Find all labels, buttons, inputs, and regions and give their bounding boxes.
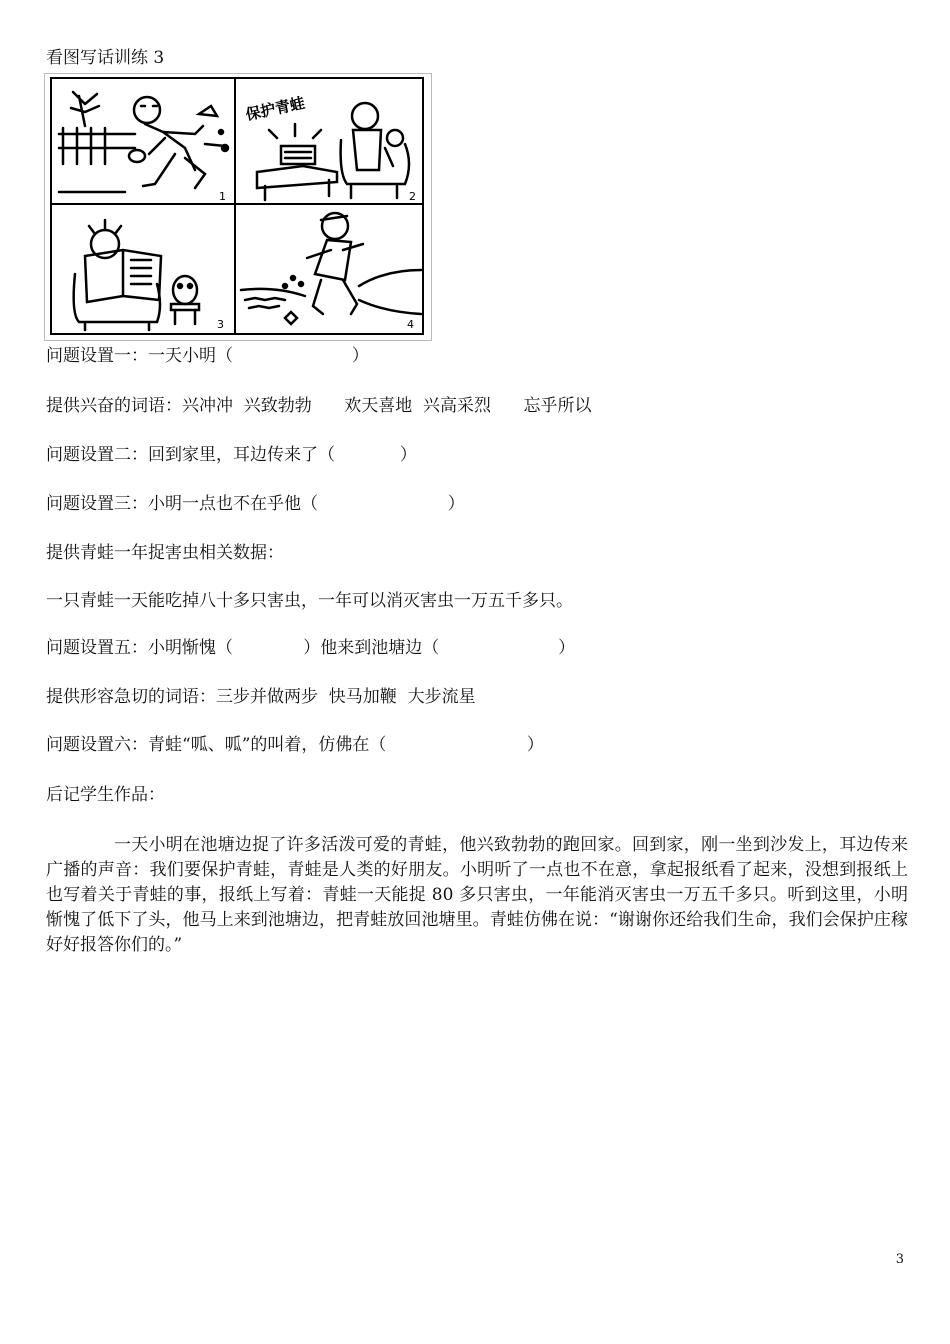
question-2: 问题设置二：回到家里，耳边传来了（ ） bbox=[46, 445, 417, 465]
panel-number-2: 2 bbox=[409, 190, 416, 203]
question-3: 问题设置三：小明一点也不在乎他（ ） bbox=[46, 494, 465, 514]
question-6: 问题设置六：青蛙“呱、呱”的叫着，仿佛在（ ） bbox=[46, 735, 544, 755]
frog-data-text: 一只青蛙一天能吃掉八十多只害虫，一年可以消灭害虫一万五千多只。 bbox=[46, 591, 573, 611]
panel-number-1: 1 bbox=[219, 190, 226, 203]
svg-text:保护青蛙: 保护青蛙 bbox=[244, 93, 307, 124]
student-story: 一天小明在池塘边捉了许多活泼可爱的青蛙，他兴致勃勃的跑回家。回到家，刚一坐到沙发上，耳边传来广播的声音：我们要保护青蛙，青蛙是人类的好朋友。小明听了一点也不在意，拿起报纸看了起来，没想到报纸上也写着关于青蛙的事，报纸上写着：青蛙一天能捉 80 多只害虫，一年能消灭害虫一万五千多只。听到这里，小明惭愧了低下了头，他马上来到池塘边，把青蛙放回池塘里。青蛙仿佛在说：“谢谢你还给我们生命，我们会保护庄稼好好报答你们的。” bbox=[46, 835, 908, 955]
question-5: 问题设置五：小明惭愧（ ）他来到池塘边（ ） bbox=[46, 638, 576, 658]
question-1: 问题设置一：一天小明（ ） bbox=[46, 346, 369, 366]
panel-number-4: 4 bbox=[407, 318, 414, 331]
postscript-heading: 后记学生作品： bbox=[46, 785, 165, 805]
comic-strip bbox=[44, 73, 432, 341]
page-number: 3 bbox=[895, 1252, 904, 1267]
panel-number-3: 3 bbox=[217, 318, 224, 331]
frog-data-title: 提供青蛙一年捉害虫相关数据： bbox=[46, 543, 284, 563]
comic-panel-2 bbox=[244, 94, 409, 200]
excited-words-hint: 提供兴奋的词语：兴冲冲 兴致勃勃 欢天喜地 兴高采烈 忘乎所以 bbox=[46, 396, 592, 416]
worksheet-title: 看图写话训练 3 bbox=[46, 48, 165, 68]
comic-panel-1 bbox=[59, 92, 228, 192]
comic-panel-4 bbox=[241, 213, 421, 324]
urgent-words-hint: 提供形容急切的词语：三步并做两步 快马加鞭 大步流星 bbox=[46, 687, 476, 707]
comic-panel-3 bbox=[74, 220, 199, 330]
